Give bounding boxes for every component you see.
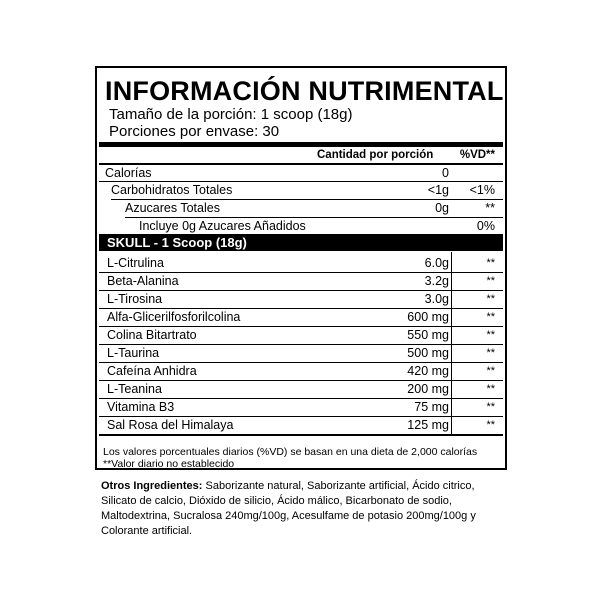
row-label: Carbohidratos Totales <box>111 183 233 197</box>
ingredient-dv: ** <box>486 365 495 377</box>
ingredient-dv: ** <box>486 311 495 323</box>
ingredient-row <box>99 380 503 398</box>
row-carbohidratos <box>97 181 505 199</box>
ingredient-name: Sal Rosa del Himalaya <box>107 418 234 432</box>
ingredient-name: L-Tirosina <box>107 292 163 306</box>
ingredient-row <box>99 308 503 326</box>
ingredient-name: L-Taurina <box>107 346 160 360</box>
ingredient-dv: ** <box>486 293 495 305</box>
row-amount: 0g <box>435 201 449 215</box>
ingredient-dv: ** <box>486 275 495 287</box>
ingredient-name: Colina Bitartrato <box>107 328 197 342</box>
other-ingredients-text: Saborizante natural, Saborizante artificial, Ácido citrico, Silicato de calcio, Dióxido de silicio, Ácido málico, Bicarbonato de sodio, Maltodextrina, Sucralosa 240mg/100g, Acesulfame de potasio 200mg/100g y Colorante artificial. <box>101 480 476 537</box>
row-dv: <1% <box>469 183 495 197</box>
blend-header <box>99 234 503 251</box>
other-ingredients <box>101 479 505 539</box>
ingredient-row <box>99 362 503 380</box>
row-azucares-anadidos <box>97 217 505 235</box>
footnote-daily-values: Los valores porcentuales diarios (%VD) se basan en una dieta de 2,000 calorías <box>103 446 478 458</box>
footnote-not-established: **Valor diario no establecido <box>103 458 235 470</box>
nutrition-facts-panel <box>95 66 507 470</box>
footnote-rule <box>99 434 503 436</box>
ingredient-amount: 600 mg <box>407 310 449 324</box>
ingredient-amount: 550 mg <box>407 328 449 342</box>
ingredient-row <box>99 416 503 434</box>
ingredient-row <box>99 326 503 344</box>
ingredient-amount: 3.0g <box>424 292 449 306</box>
thick-divider <box>99 142 503 147</box>
other-ingredients-heading: Otros Ingredientes: <box>101 480 203 492</box>
row-dv: 0% <box>476 219 495 233</box>
ingredient-name: Cafeína Anhidra <box>107 364 197 378</box>
row-label: Azucares Totales <box>125 201 220 215</box>
ingredient-row <box>99 290 503 308</box>
ingredient-amount: 200 mg <box>407 382 449 396</box>
ingredient-amount: 6.0g <box>424 256 449 270</box>
ingredient-amount: 3.2g <box>424 274 449 288</box>
label-title: INFORMACIÓN NUTRIMENTAL <box>105 76 504 106</box>
header-dv: %VD** <box>459 149 495 161</box>
ingredient-amount: 75 mg <box>414 400 449 414</box>
ingredient-amount: 420 mg <box>407 364 449 378</box>
ingredient-name: L-Citrulina <box>107 256 164 270</box>
ingredient-dv: ** <box>486 401 495 413</box>
ingredient-dv: ** <box>486 383 495 395</box>
ingredient-name: Vitamina B3 <box>107 400 175 414</box>
ingredient-row <box>99 272 503 290</box>
ingredient-row <box>99 344 503 362</box>
blend-title: SKULL - 1 Scoop (18g) <box>107 235 247 250</box>
ingredient-dv: ** <box>486 419 495 431</box>
row-amount: <1g <box>427 183 449 197</box>
row-amount: 0 <box>442 166 449 180</box>
header-amount: Cantidad por porción <box>317 149 434 161</box>
row-calorias <box>97 164 505 182</box>
ingredient-dv: ** <box>486 257 495 269</box>
ingredient-name: L-Teanina <box>107 382 162 396</box>
ingredient-dv: ** <box>486 347 495 359</box>
ingredient-row <box>99 398 503 416</box>
row-azucares <box>97 199 505 217</box>
ingredient-amount: 500 mg <box>407 346 449 360</box>
row-dv: ** <box>485 201 495 215</box>
row-label: Incluye 0g Azucares Añadidos <box>139 219 306 233</box>
ingredient-dv: ** <box>486 329 495 341</box>
serving-size: Tamaño de la porción: 1 scoop (18g) <box>109 106 353 123</box>
ingredient-amount: 125 mg <box>407 418 449 432</box>
ingredient-row <box>99 254 503 272</box>
ingredient-name: Alfa-Glicerilfosforilcolina <box>107 310 241 324</box>
row-label: Calorías <box>105 166 152 180</box>
servings-per-container: Porciones por envase: 30 <box>109 123 280 140</box>
ingredient-name: Beta-Alanina <box>107 274 179 288</box>
